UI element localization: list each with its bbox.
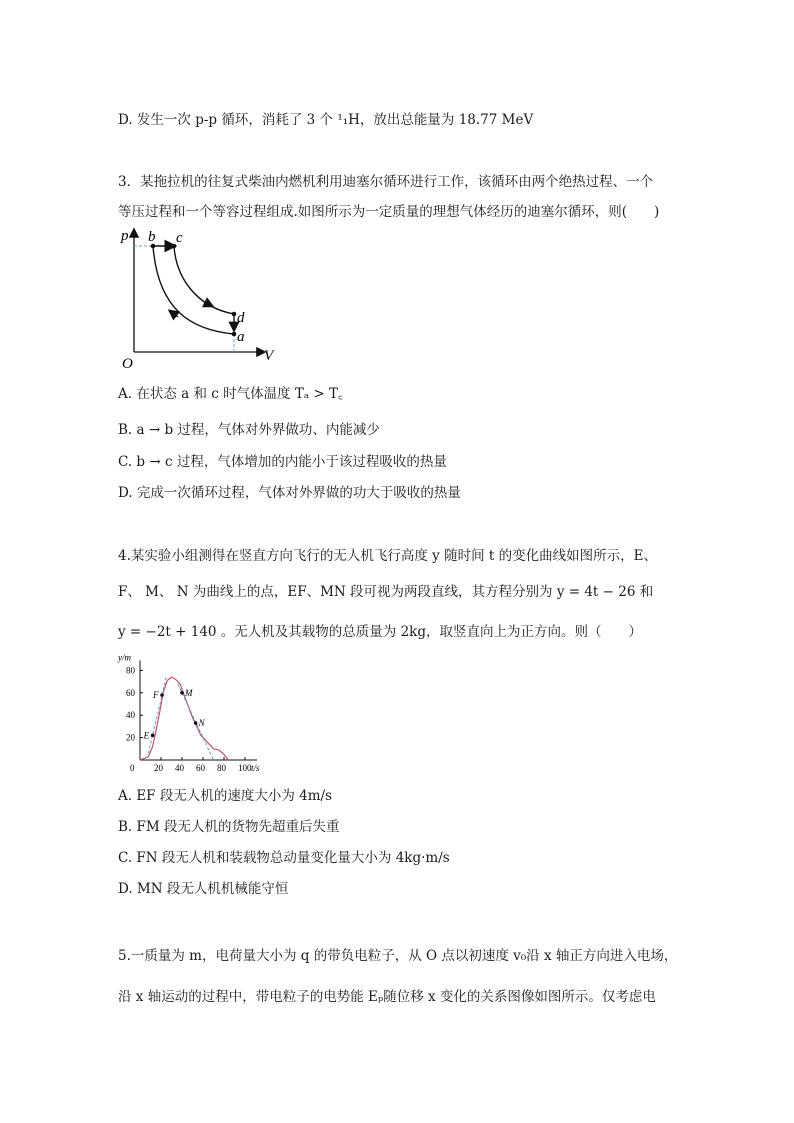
y-axis-label: y/m [118,652,131,663]
label-b: b [148,229,156,245]
q4-option-a: A. EF 段无人机的速度大小为 4m/s [118,788,333,804]
y-tick-label: 80 [126,665,135,676]
ab-arrow [170,311,178,317]
origin-tick-label: 0 [130,763,135,773]
x-axis-label: t/s [251,763,260,773]
x-tick-label: 40 [175,763,184,773]
q4-option-b: B. FM 段无人机的货物先超重后失重 [118,819,340,835]
label-d: d [237,310,245,326]
label-a: a [237,329,245,345]
x-tick-label: 100 [238,763,252,773]
pv-diagram [116,222,286,372]
q5-stem-line2: 沿 x 轴运动的过程中，带电粒子的电势能 Eₚ随位移 x 变化的关系图像如图所示。仅考虑电 [118,989,656,1005]
q4-stem-line2: F、 M、 N 为曲线上的点，EF、MN 段可视为两段直线，其方程分别为 y = 4t − 26 和 [118,584,654,600]
q4-option-d: D. MN 段无人机机械能守恒 [118,881,289,897]
y-tick-label: 40 [126,710,135,721]
q3-stem-line2: 等压过程和一个等容过程组成.如图所示为一定质量的理想气体经历的迪塞尔循环，则( ) [118,204,660,220]
point-d [232,312,237,317]
label-c: c [176,230,183,246]
q4-stem-line1: 4.某实验小组测得在竖直方向飞行的无人机飞行高度 y 随时间 t 的变化曲线如图所示，E、 [118,548,657,564]
point-label-f: F [153,690,159,701]
v-axis-label: V [264,348,274,364]
q3-stem-line1: 3．某拖拉机的往复式柴油内燃机利用迪塞尔循环进行工作，该循环由两个绝热过程、一个 [118,174,654,190]
x-tick-label: 20 [154,763,163,773]
origin-label: O [122,356,133,372]
point-f [160,693,164,697]
point-n [194,721,198,725]
point-label-e: E [143,730,150,741]
q3-option-b: B. a → b 过程，气体对外界做功、内能减少 [118,422,380,438]
point-e [151,734,155,738]
point-label-n: N [198,718,205,729]
y-tick-label: 60 [126,687,135,698]
cd-curve [174,246,234,314]
ab-curve [153,246,234,334]
option-d-previous: D. 发生一次 p-p 循环，消耗了 3 个 ¹₁H，放出总能量为 18.77 MeV [118,112,534,128]
yt-chart [110,648,270,776]
ef-tangent-line [148,677,166,753]
y-tick-label: 20 [126,732,135,743]
q5-stem-line1: 5.一质量为 m，电荷量大小为 q 的带负电粒子，从 O 点以初速度 v₀沿 x 轴正方向进入电场， [118,948,678,964]
q3-option-a: A. 在状态 a 和 c 时气体温度 Tₐ > T꜀ [118,386,343,402]
x-tick-label: 60 [196,763,205,773]
x-tick-label: 80 [217,763,226,773]
point-m [180,691,184,695]
p-axis-label: p [121,228,129,244]
point-a [232,332,237,337]
cd-arrow [204,302,212,306]
point-label-m: M [185,687,193,698]
q3-option-d: D. 完成一次循环过程，气体对外界做的功大于吸收的热量 [118,485,461,501]
q3-option-c: C. b → c 过程，气体增加的内能小于该过程吸收的热量 [118,454,447,470]
q4-option-c: C. FN 段无人机和装载物总动量变化量大小为 4kg·m/s [118,850,450,866]
q4-stem-line3: y = −2t + 140 。无人机及其载物的总质量为 2kg，取竖直向上为正方向。则（ ） [118,624,643,640]
